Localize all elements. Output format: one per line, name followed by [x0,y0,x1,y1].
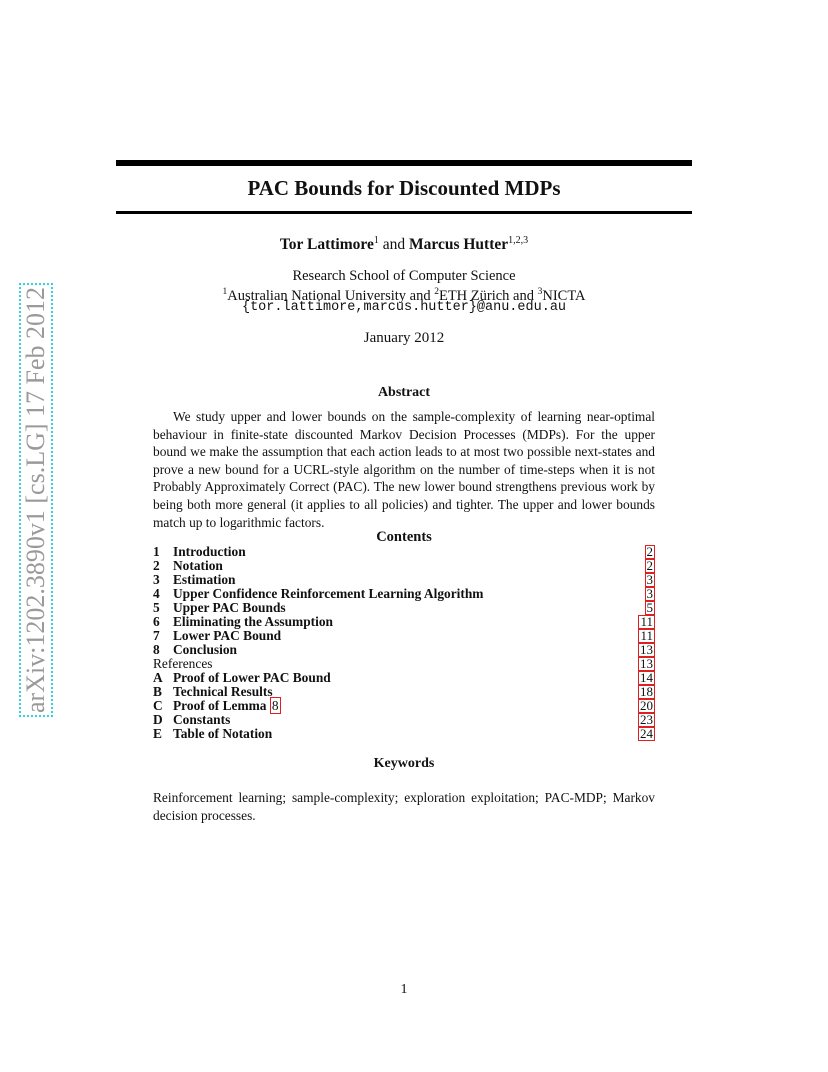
toc-entry-title: Technical Results [173,684,273,699]
toc-entry-title: Conclusion [173,642,237,657]
toc-page-link[interactable]: 20 [640,698,653,713]
toc-entry[interactable] [153,671,655,685]
affiliation-text: NICTA [542,287,586,304]
toc-entry-number: 4 [153,586,160,601]
toc-entry-title: Upper PAC Bounds [173,600,286,615]
toc-page-link[interactable]: 11 [640,628,653,643]
toc-entry-number: E [153,726,162,741]
toc-entry-title: Constants [173,712,231,727]
lemma-ref-link[interactable]: 8 [271,698,279,713]
toc-entry-number: 5 [153,600,160,615]
toc-entry-number: 8 [153,642,160,657]
toc-entry-number: C [153,698,163,713]
keywords-heading: Keywords [373,756,435,771]
affiliation-text: Australian National University and [227,287,435,304]
affiliation-text: ETH Zürich and [438,287,538,304]
affiliation-superscript: 2 [434,287,439,297]
page-number: 1 [400,982,408,997]
toc-entry[interactable] [153,545,655,559]
toc-page-link[interactable]: 23 [640,712,653,727]
toc-entry[interactable] [153,559,655,573]
toc-entry-number: 7 [153,628,160,643]
abstract-body: We study upper and lower bounds on the sample-complexity of learning near-optimal behaviour in finite-state discounted Markov Decision Processes (MDPs). For the upper bound we make the assumption that each action leads to at most two possible next-states and prove a new bound for a UCRL-style algorithm on the number of time-steps when it is not Probably Approximately Correct (PAC). The new lower bound strengthens previous work by being both more general (it applies to all policies) and tighter. The upper and lower bounds match up to logarithmic factors. [153,409,655,530]
toc-entry-number: 3 [153,572,160,587]
toc-entry[interactable] [153,685,655,699]
toc-entry[interactable] [153,699,655,713]
affiliation-superscript: 1 [222,287,228,297]
toc-entry-title: Estimation [173,572,236,587]
toc-entry-title: Lower PAC Bound [173,628,282,643]
arxiv-identifier[interactable] [18,268,54,732]
toc-entry-title: Table of Notation [173,726,273,741]
arxiv-identifier-text[interactable]: arXiv:1202.3890v1 [cs.LG] 17 Feb 2012 [19,283,53,717]
toc-page-link[interactable]: 13 [640,642,653,657]
toc-entry[interactable] [153,629,655,643]
toc-entry-title: Notation [173,558,223,573]
toc-page-link[interactable]: 24 [640,726,653,741]
author-name: Marcus Hutter [408,236,509,254]
table-of-contents [153,545,655,741]
toc-page-link[interactable]: 11 [640,614,653,629]
author-name: Tor Lattimore [279,236,374,254]
toc-entry-number: 1 [153,544,160,559]
toc-entry[interactable] [153,573,655,587]
toc-page-link[interactable]: 2 [646,558,653,573]
paper-title: PAC Bounds for Discounted MDPs [247,176,561,200]
toc-entry-title: Proof of Lower PAC Bound [173,670,331,685]
top-rule [116,160,692,166]
toc-page-link[interactable]: 3 [646,572,653,587]
toc-entry-number: A [153,670,163,685]
author-emails: {tor.lattimore,marcus.hutter}@anu.edu.au [241,300,567,315]
toc-entry-number: D [153,712,163,727]
toc-entry-references[interactable] [153,657,655,671]
author-connector: and [378,236,409,254]
toc-entry-title: Proof of Lemma [173,698,270,713]
title-bottom-rule [116,211,692,214]
toc-entry-title: Eliminating the Assumption [173,614,333,629]
toc-entry[interactable] [153,643,655,657]
toc-entry-title-with-ref [173,699,281,713]
contents-heading: Contents [376,529,432,545]
toc-entry[interactable] [153,727,655,741]
toc-page-link[interactable]: 18 [640,684,653,699]
toc-entry-title: References [153,656,213,671]
toc-page-link[interactable]: 5 [646,600,653,615]
toc-page-link[interactable]: 14 [640,670,653,685]
paper-date: January 2012 [363,330,445,346]
author-superscript: 1,2,3 [508,235,529,246]
keywords-body: Reinforcement learning; sample-complexity; exploration exploitation; PAC-MDP; Markov decision processes. [153,790,655,823]
toc-page-link[interactable]: 3 [646,586,653,601]
toc-entry-title: Introduction [173,544,246,559]
toc-entry-title: Upper Confidence Reinforcement Learning Algorithm [173,586,484,601]
toc-entry-number: 2 [153,558,160,573]
toc-entry-number: B [153,684,162,699]
toc-entry[interactable] [153,615,655,629]
abstract-heading: Abstract [377,385,431,400]
affiliation-superscript: 3 [537,287,543,297]
toc-page-link[interactable]: 13 [640,656,653,671]
toc-entry[interactable] [153,587,655,601]
toc-entry[interactable] [153,713,655,727]
toc-page-link[interactable]: 2 [646,544,653,559]
affiliation-line-1: Research School of Computer Science [292,268,516,284]
toc-entry-number: 6 [153,614,160,629]
toc-entry[interactable] [153,601,655,615]
author-superscript: 1 [373,235,379,246]
author-line [116,235,692,254]
